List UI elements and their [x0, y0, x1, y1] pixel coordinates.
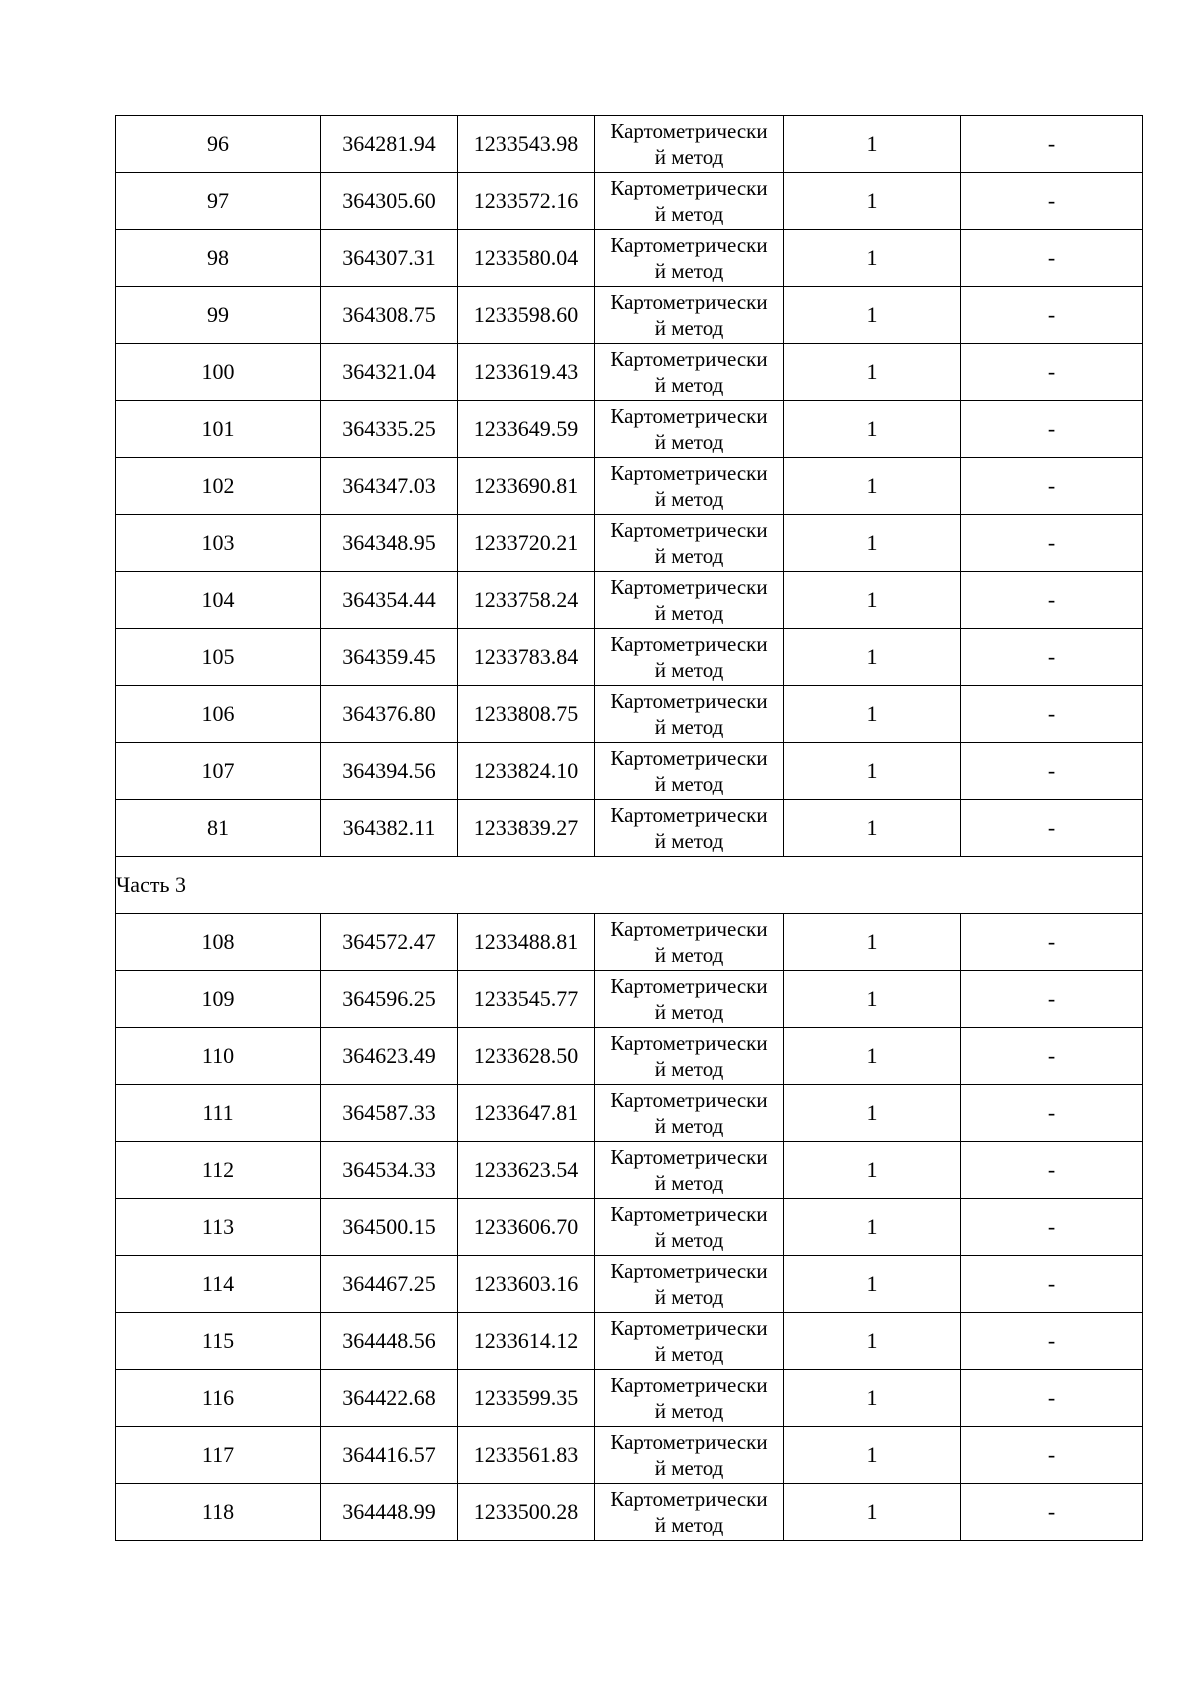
method-cell — [595, 173, 784, 230]
point-number-cell: 117 — [116, 1427, 321, 1484]
y-coordinate-cell: 1233783.84 — [458, 629, 595, 686]
method-text-line-1: Картометрически — [610, 1430, 768, 1454]
point-number-cell: 118 — [116, 1484, 321, 1541]
x-coordinate-cell: 364596.25 — [321, 971, 458, 1028]
method-text-line-2: й метод — [654, 829, 724, 853]
description-cell: - — [961, 1142, 1143, 1199]
table-row — [116, 287, 1143, 344]
method-text-line-2: й метод — [654, 715, 724, 739]
point-number-cell: 113 — [116, 1199, 321, 1256]
method-text-line-2: й метод — [654, 1057, 724, 1081]
method-text-line-1: Картометрически — [610, 746, 768, 770]
point-number-cell: 96 — [116, 116, 321, 173]
accuracy-cell: 1 — [784, 686, 961, 743]
method-cell — [595, 743, 784, 800]
y-coordinate-cell: 1233824.10 — [458, 743, 595, 800]
y-coordinate-cell: 1233545.77 — [458, 971, 595, 1028]
accuracy-cell: 1 — [784, 971, 961, 1028]
point-number-cell: 116 — [116, 1370, 321, 1427]
x-coordinate-cell: 364348.95 — [321, 515, 458, 572]
method-text-line-1: Картометрически — [610, 1145, 768, 1169]
table-row — [116, 1142, 1143, 1199]
description-cell: - — [961, 287, 1143, 344]
table-row — [116, 686, 1143, 743]
method-cell — [595, 344, 784, 401]
y-coordinate-cell: 1233543.98 — [458, 116, 595, 173]
y-coordinate-cell: 1233488.81 — [458, 914, 595, 971]
method-text-line-1: Картометрически — [610, 974, 768, 998]
method-text-line-1: Картометрически — [610, 1031, 768, 1055]
description-cell: - — [961, 800, 1143, 857]
accuracy-cell: 1 — [784, 629, 961, 686]
method-text-line-1: Картометрически — [610, 290, 768, 314]
table-row — [116, 515, 1143, 572]
y-coordinate-cell: 1233839.27 — [458, 800, 595, 857]
point-number-cell: 103 — [116, 515, 321, 572]
method-text-line-1: Картометрически — [610, 917, 768, 941]
table-row — [116, 914, 1143, 971]
point-number-cell: 102 — [116, 458, 321, 515]
point-number-cell: 97 — [116, 173, 321, 230]
method-cell — [595, 800, 784, 857]
y-coordinate-cell: 1233628.50 — [458, 1028, 595, 1085]
table-row — [116, 1085, 1143, 1142]
table-row — [116, 173, 1143, 230]
method-text-line-2: й метод — [654, 658, 724, 682]
accuracy-cell: 1 — [784, 1085, 961, 1142]
method-cell — [595, 1142, 784, 1199]
x-coordinate-cell: 364623.49 — [321, 1028, 458, 1085]
method-text-line-2: й метод — [654, 1456, 724, 1480]
point-number-cell: 107 — [116, 743, 321, 800]
x-coordinate-cell: 364354.44 — [321, 572, 458, 629]
method-text-line-2: й метод — [654, 1171, 724, 1195]
coordinates-table — [115, 115, 1143, 1541]
x-coordinate-cell: 364422.68 — [321, 1370, 458, 1427]
description-cell: - — [961, 572, 1143, 629]
point-number-cell: 111 — [116, 1085, 321, 1142]
table-row — [116, 1028, 1143, 1085]
accuracy-cell: 1 — [784, 1256, 961, 1313]
method-cell — [595, 287, 784, 344]
x-coordinate-cell: 364307.31 — [321, 230, 458, 287]
point-number-cell: 100 — [116, 344, 321, 401]
method-cell — [595, 401, 784, 458]
method-text-line-1: Картометрически — [610, 1088, 768, 1112]
y-coordinate-cell: 1233808.75 — [458, 686, 595, 743]
point-number-cell: 112 — [116, 1142, 321, 1199]
method-cell — [595, 1427, 784, 1484]
description-cell: - — [961, 116, 1143, 173]
y-coordinate-cell: 1233561.83 — [458, 1427, 595, 1484]
description-cell: - — [961, 1085, 1143, 1142]
x-coordinate-cell: 364308.75 — [321, 287, 458, 344]
method-text-line-2: й метод — [654, 487, 724, 511]
accuracy-cell: 1 — [784, 116, 961, 173]
x-coordinate-cell: 364281.94 — [321, 116, 458, 173]
x-coordinate-cell: 364448.99 — [321, 1484, 458, 1541]
table-row — [116, 230, 1143, 287]
point-number-cell: 110 — [116, 1028, 321, 1085]
table-row — [116, 800, 1143, 857]
method-text-line-2: й метод — [654, 1399, 724, 1423]
method-cell — [595, 230, 784, 287]
y-coordinate-cell: 1233500.28 — [458, 1484, 595, 1541]
description-cell: - — [961, 743, 1143, 800]
method-text-line-2: й метод — [654, 1513, 724, 1537]
x-coordinate-cell: 364467.25 — [321, 1256, 458, 1313]
y-coordinate-cell: 1233572.16 — [458, 173, 595, 230]
method-cell — [595, 1085, 784, 1142]
method-cell — [595, 914, 784, 971]
x-coordinate-cell: 364335.25 — [321, 401, 458, 458]
accuracy-cell: 1 — [784, 1028, 961, 1085]
point-number-cell: 81 — [116, 800, 321, 857]
method-text-line-2: й метод — [654, 601, 724, 625]
table-row — [116, 1313, 1143, 1370]
method-cell — [595, 1199, 784, 1256]
x-coordinate-cell: 364321.04 — [321, 344, 458, 401]
description-cell: - — [961, 1484, 1143, 1541]
accuracy-cell: 1 — [784, 515, 961, 572]
table-row — [116, 458, 1143, 515]
method-cell — [595, 971, 784, 1028]
y-coordinate-cell: 1233580.04 — [458, 230, 595, 287]
description-cell: - — [961, 230, 1143, 287]
accuracy-cell: 1 — [784, 572, 961, 629]
description-cell: - — [961, 1370, 1143, 1427]
method-cell — [595, 1256, 784, 1313]
point-number-cell: 99 — [116, 287, 321, 344]
method-text-line-1: Картометрически — [610, 1373, 768, 1397]
description-cell: - — [961, 1256, 1143, 1313]
method-text-line-1: Картометрически — [610, 1487, 768, 1511]
point-number-cell: 114 — [116, 1256, 321, 1313]
method-text-line-2: й метод — [654, 772, 724, 796]
y-coordinate-cell: 1233599.35 — [458, 1370, 595, 1427]
method-cell — [595, 629, 784, 686]
accuracy-cell: 1 — [784, 1313, 961, 1370]
description-cell: - — [961, 629, 1143, 686]
point-number-cell: 106 — [116, 686, 321, 743]
method-text-line-2: й метод — [654, 1000, 724, 1024]
table-body — [116, 116, 1143, 1541]
point-number-cell: 109 — [116, 971, 321, 1028]
x-coordinate-cell: 364382.11 — [321, 800, 458, 857]
section-title: Часть 3 — [116, 857, 1143, 914]
accuracy-cell: 1 — [784, 1142, 961, 1199]
method-cell — [595, 1028, 784, 1085]
description-cell: - — [961, 1427, 1143, 1484]
method-text-line-1: Картометрически — [610, 1259, 768, 1283]
accuracy-cell: 1 — [784, 1427, 961, 1484]
method-text-line-2: й метод — [654, 1342, 724, 1366]
point-number-cell: 115 — [116, 1313, 321, 1370]
accuracy-cell: 1 — [784, 287, 961, 344]
x-coordinate-cell: 364376.80 — [321, 686, 458, 743]
accuracy-cell: 1 — [784, 800, 961, 857]
method-text-line-1: Картометрически — [610, 461, 768, 485]
x-coordinate-cell: 364500.15 — [321, 1199, 458, 1256]
accuracy-cell: 1 — [784, 1484, 961, 1541]
method-text-line-2: й метод — [654, 943, 724, 967]
method-text-line-1: Картометрически — [610, 689, 768, 713]
table-row — [116, 743, 1143, 800]
method-text-line-1: Картометрически — [610, 119, 768, 143]
method-text-line-1: Картометрически — [610, 518, 768, 542]
x-coordinate-cell: 364394.56 — [321, 743, 458, 800]
accuracy-cell: 1 — [784, 173, 961, 230]
method-text-line-2: й метод — [654, 145, 724, 169]
x-coordinate-cell: 364347.03 — [321, 458, 458, 515]
point-number-cell: 105 — [116, 629, 321, 686]
method-text-line-1: Картометрически — [610, 176, 768, 200]
method-cell — [595, 1313, 784, 1370]
method-cell — [595, 1484, 784, 1541]
method-cell — [595, 116, 784, 173]
method-text-line-2: й метод — [654, 544, 724, 568]
method-text-line-2: й метод — [654, 202, 724, 226]
point-number-cell: 98 — [116, 230, 321, 287]
table-row — [116, 344, 1143, 401]
point-number-cell: 101 — [116, 401, 321, 458]
section-header-row — [116, 857, 1143, 914]
y-coordinate-cell: 1233598.60 — [458, 287, 595, 344]
description-cell: - — [961, 401, 1143, 458]
table-row — [116, 971, 1143, 1028]
description-cell: - — [961, 971, 1143, 1028]
description-cell: - — [961, 1199, 1143, 1256]
y-coordinate-cell: 1233758.24 — [458, 572, 595, 629]
accuracy-cell: 1 — [784, 1199, 961, 1256]
y-coordinate-cell: 1233649.59 — [458, 401, 595, 458]
description-cell: - — [961, 1028, 1143, 1085]
description-cell: - — [961, 914, 1143, 971]
method-text-line-1: Картометрически — [610, 1316, 768, 1340]
accuracy-cell: 1 — [784, 344, 961, 401]
table-row — [116, 1427, 1143, 1484]
x-coordinate-cell: 364572.47 — [321, 914, 458, 971]
method-cell — [595, 686, 784, 743]
method-cell — [595, 515, 784, 572]
method-text-line-1: Картометрически — [610, 632, 768, 656]
table-row — [116, 1199, 1143, 1256]
method-text-line-2: й метод — [654, 259, 724, 283]
accuracy-cell: 1 — [784, 743, 961, 800]
point-number-cell: 108 — [116, 914, 321, 971]
accuracy-cell: 1 — [784, 458, 961, 515]
x-coordinate-cell: 364416.57 — [321, 1427, 458, 1484]
description-cell: - — [961, 173, 1143, 230]
x-coordinate-cell: 364587.33 — [321, 1085, 458, 1142]
method-cell — [595, 1370, 784, 1427]
method-text-line-1: Картометрически — [610, 233, 768, 257]
y-coordinate-cell: 1233603.16 — [458, 1256, 595, 1313]
method-text-line-1: Картометрически — [610, 575, 768, 599]
method-text-line-2: й метод — [654, 430, 724, 454]
accuracy-cell: 1 — [784, 914, 961, 971]
description-cell: - — [961, 344, 1143, 401]
y-coordinate-cell: 1233619.43 — [458, 344, 595, 401]
table-row — [116, 1484, 1143, 1541]
method-text-line-1: Картометрически — [610, 803, 768, 827]
accuracy-cell: 1 — [784, 401, 961, 458]
description-cell: - — [961, 458, 1143, 515]
accuracy-cell: 1 — [784, 1370, 961, 1427]
method-text-line-2: й метод — [654, 316, 724, 340]
method-text-line-1: Картометрически — [610, 404, 768, 428]
x-coordinate-cell: 364305.60 — [321, 173, 458, 230]
y-coordinate-cell: 1233606.70 — [458, 1199, 595, 1256]
table-row — [116, 1370, 1143, 1427]
y-coordinate-cell: 1233623.54 — [458, 1142, 595, 1199]
y-coordinate-cell: 1233690.81 — [458, 458, 595, 515]
method-text-line-1: Картометрически — [610, 347, 768, 371]
table-row — [116, 401, 1143, 458]
y-coordinate-cell: 1233647.81 — [458, 1085, 595, 1142]
method-cell — [595, 458, 784, 515]
method-text-line-2: й метод — [654, 1285, 724, 1309]
method-text-line-2: й метод — [654, 1114, 724, 1138]
method-cell — [595, 572, 784, 629]
method-text-line-1: Картометрически — [610, 1202, 768, 1226]
x-coordinate-cell: 364534.33 — [321, 1142, 458, 1199]
accuracy-cell: 1 — [784, 230, 961, 287]
method-text-line-2: й метод — [654, 373, 724, 397]
x-coordinate-cell: 364359.45 — [321, 629, 458, 686]
point-number-cell: 104 — [116, 572, 321, 629]
table-row — [116, 572, 1143, 629]
table-row — [116, 629, 1143, 686]
y-coordinate-cell: 1233720.21 — [458, 515, 595, 572]
description-cell: - — [961, 1313, 1143, 1370]
x-coordinate-cell: 364448.56 — [321, 1313, 458, 1370]
description-cell: - — [961, 515, 1143, 572]
description-cell: - — [961, 686, 1143, 743]
method-text-line-2: й метод — [654, 1228, 724, 1252]
table-row — [116, 1256, 1143, 1313]
y-coordinate-cell: 1233614.12 — [458, 1313, 595, 1370]
table-row — [116, 116, 1143, 173]
